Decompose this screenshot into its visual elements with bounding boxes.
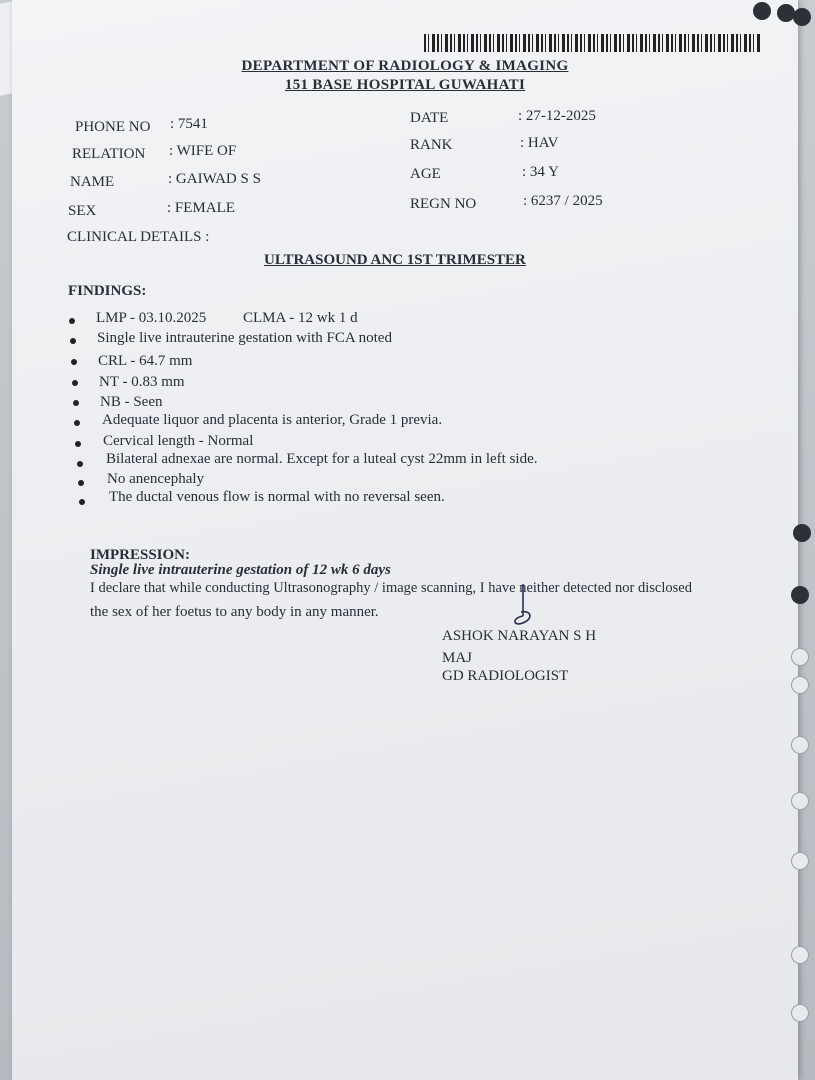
relation-label: RELATION [72, 146, 146, 162]
signature-mark [509, 582, 539, 632]
finding-item: Cervical length - Normal [103, 433, 254, 449]
bullet [72, 380, 78, 386]
name-label: NAME [70, 174, 115, 190]
sex-value: : FEMALE [167, 200, 235, 216]
binder-hole [793, 8, 811, 26]
declaration-line-2: the sex of her foetus to any body in any manner. [90, 604, 379, 620]
report-title: ULTRASOUND ANC 1ST TRIMESTER [264, 252, 526, 268]
rank-label: RANK [410, 137, 453, 153]
declaration-line-1: I declare that while conducting Ultrasonography / image scanning, I have neither detected nor disclosed [90, 580, 692, 596]
rank-value: : HAV [520, 135, 559, 151]
lmp-finding: LMP - 03.10.2025 [96, 310, 207, 326]
clinical-details-label: CLINICAL DETAILS : [67, 229, 210, 245]
signatory-rank: MAJ [442, 650, 473, 666]
finding-item: No anencephaly [107, 471, 205, 487]
finding-item: Single live intrauterine gestation with FCA noted [97, 330, 392, 346]
finding-item: NT - 0.83 mm [99, 374, 185, 390]
phone-value: : 7541 [170, 116, 208, 132]
signatory-designation: GD RADIOLOGIST [442, 668, 569, 684]
age-label: AGE [410, 166, 441, 182]
binder-holes [755, 0, 815, 1080]
signatory-name: ASHOK NARAYAN S H [442, 628, 597, 644]
binder-hole [791, 648, 809, 666]
binder-hole [791, 946, 809, 964]
finding-item: The ductal venous flow is normal with no reversal seen. [109, 489, 445, 505]
relation-value: : WIFE OF [169, 143, 237, 159]
impression-heading: IMPRESSION: [90, 547, 191, 563]
bullet [79, 499, 85, 505]
binder-hole [777, 4, 795, 22]
finding-item: Adequate liquor and placenta is anterior, Grade 1 previa. [102, 412, 443, 428]
binder-hole [791, 792, 809, 810]
binder-hole [791, 736, 809, 754]
barcode [424, 34, 762, 52]
bullet [78, 480, 84, 486]
bullet [74, 420, 80, 426]
findings-heading: FINDINGS: [68, 283, 147, 299]
report-page [12, 0, 798, 1080]
bullet [71, 359, 77, 365]
age-value: : 34 Y [522, 164, 559, 180]
bullet [73, 400, 79, 406]
bullet [77, 461, 83, 467]
sex-label: SEX [68, 203, 97, 219]
binder-hole [791, 676, 809, 694]
binder-hole [793, 524, 811, 542]
bullet [75, 441, 81, 447]
name-value: : GAIWAD S S [168, 171, 261, 187]
binder-hole [791, 852, 809, 870]
bullet [70, 338, 76, 344]
binder-hole [753, 2, 771, 20]
binder-hole [791, 1004, 809, 1022]
date-value: : 27-12-2025 [518, 108, 596, 124]
finding-item: NB - Seen [100, 394, 163, 410]
clma-finding: CLMA - 12 wk 1 d [243, 310, 358, 326]
regn-label: REGN NO [410, 196, 477, 212]
department-heading: DEPARTMENT OF RADIOLOGY & IMAGING [241, 58, 569, 74]
finding-item: Bilateral adnexae are normal. Except for a luteal cyst 22mm in left side. [106, 451, 538, 467]
regn-value: : 6237 / 2025 [523, 193, 603, 209]
date-label: DATE [410, 110, 449, 126]
impression-text: Single live intrauterine gestation of 12 wk 6 days [90, 562, 391, 578]
bullet [69, 318, 75, 324]
phone-label: PHONE NO [75, 119, 151, 135]
hospital-heading: 151 BASE HOSPITAL GUWAHATI [284, 77, 526, 93]
finding-item: CRL - 64.7 mm [98, 353, 193, 369]
binder-hole [791, 586, 809, 604]
